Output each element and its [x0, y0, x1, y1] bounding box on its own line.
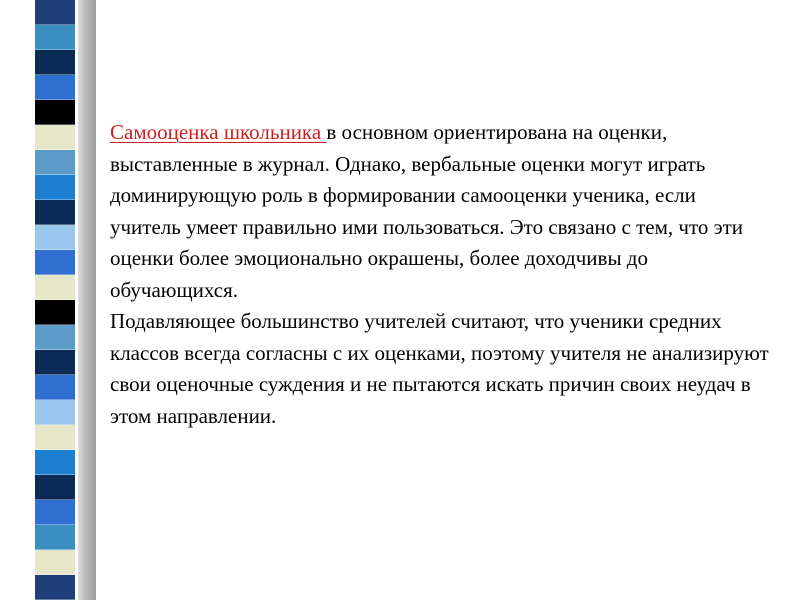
stripe-segment [35, 200, 75, 225]
stripe-segment [35, 0, 75, 25]
stripe-segment [35, 50, 75, 75]
paragraph-2: Подавляющее большинство учителей считают, что ученики средних классов всегда согласны с их оценками, поэтому учителя не анализируют свои оценочные суждения и не пытаются искать причин своих неудач в этом направлении. [110, 309, 769, 428]
paragraph-1-text: в основном ориентирована на оценки, выставленные в журнал. Однако, вербальные оценки могут играть доминирующую роль в формировании самооценки ученика, если учитель умеет правильно ими пользоваться. Это связано с тем, что эти оценки более эмоционально окрашены, более доходчивы до обучающихся. [110, 120, 744, 302]
paragraph-1 [110, 117, 770, 306]
stripe-segment [35, 350, 75, 375]
stripe-segment [35, 300, 75, 325]
stripe-segment [35, 475, 75, 500]
gray-edge-strip [78, 0, 96, 600]
stripe-segment [35, 175, 75, 200]
stripe-segment [35, 450, 75, 475]
stripe-segment [35, 250, 75, 275]
stripe-segment [35, 375, 75, 400]
stripe-segment [35, 75, 75, 100]
stripe-segment [35, 550, 75, 575]
stripe-segment [35, 325, 75, 350]
stripe-segment [35, 425, 75, 450]
stripe-segment [35, 150, 75, 175]
stripe-segment [35, 125, 75, 150]
stripe-segment [35, 525, 75, 550]
stripe-segment [35, 25, 75, 50]
decorative-stripe-bar [0, 0, 96, 600]
stripe-segment [35, 400, 75, 425]
color-stripes [34, 0, 76, 600]
stripe-segment [35, 100, 75, 125]
stripe-segment [35, 500, 75, 525]
slide-body-text [110, 117, 770, 432]
stripe-segment [35, 225, 75, 250]
stripe-segment [35, 275, 75, 300]
lead-phrase: Самооценка школьника [110, 120, 327, 144]
stripe-segment [35, 575, 75, 600]
